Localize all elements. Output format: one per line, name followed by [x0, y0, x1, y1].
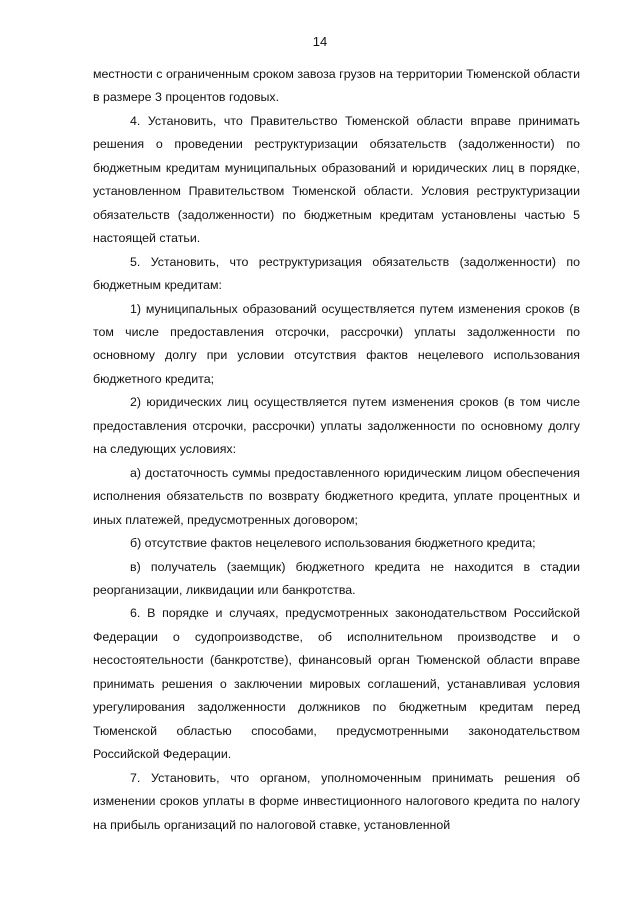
paragraph-item-7: 7. Установить, что органом, уполномоченным принимать решения об изменении сроков уплаты в форме инвестиционного налогового кредита по налогу на прибыль организаций по налоговой ставке, установленной [93, 770, 580, 832]
paragraph-item-4: 4. Установить, что Правительство Тюменской области вправе принимать решения о проведении реструктуризации обязательств (задолженности) по бюджетным кредитам муниципальных образований и юридических лиц в порядке, установленном Правительством Тюменской области. Условия реструктуризации обязательств (задолженности) по бюджетным кредитам установлены частью 5 настоящей статьи. [93, 113, 580, 246]
page-number: 14 [312, 34, 328, 49]
paragraph-subitem-1: 1) муниципальных образований осуществляется путем изменения сроков (в том числе предоставления отсрочки, рассрочки) уплаты задолженности по основному долгу при условии отсутствия фактов нецелевого использования бюджетного кредита; [93, 301, 580, 386]
paragraph-continuation: местности с ограниченным сроком завоза грузов на территории Тюменской области в размере 3 процентов годовых. [93, 67, 580, 105]
paragraph-item-6: 6. В порядке и случаях, предусмотренных законодательством Российской Федерации о судопроизводстве, об исполнительном производстве и о несостоятельности (банкротстве), финансовый орган Тюменской области вправе принимать решения о заключении мировых соглашений, устанавливая условия урегулирования задолженности должников по бюджетным кредитам перед Тюменской областью способами, предусмотренными законодательством Российской Федерации. [93, 606, 580, 762]
document-body [93, 63, 580, 837]
paragraph-subitem-v: в) получатель (заемщик) бюджетного кредита не находится в стадии реорганизации, ликвидации или банкротства. [93, 559, 580, 597]
paragraph-subitem-a: а) достаточность суммы предоставленного юридическим лицом обеспечения исполнения обязательств по возврату бюджетного кредита, уплате процентных и иных платежей, предусмотренных договором; [93, 465, 580, 527]
paragraph-subitem-2: 2) юридических лиц осуществляется путем изменения сроков (в том числе предоставления отсрочки, рассрочки) уплаты задолженности по основному долгу на следующих условиях: [93, 395, 580, 457]
paragraph-subitem-b: б) отсутствие фактов нецелевого использования бюджетного кредита; [130, 536, 536, 551]
paragraph-item-5: 5. Установить, что реструктуризация обязательств (задолженности) по бюджетным кредитам: [93, 254, 580, 293]
